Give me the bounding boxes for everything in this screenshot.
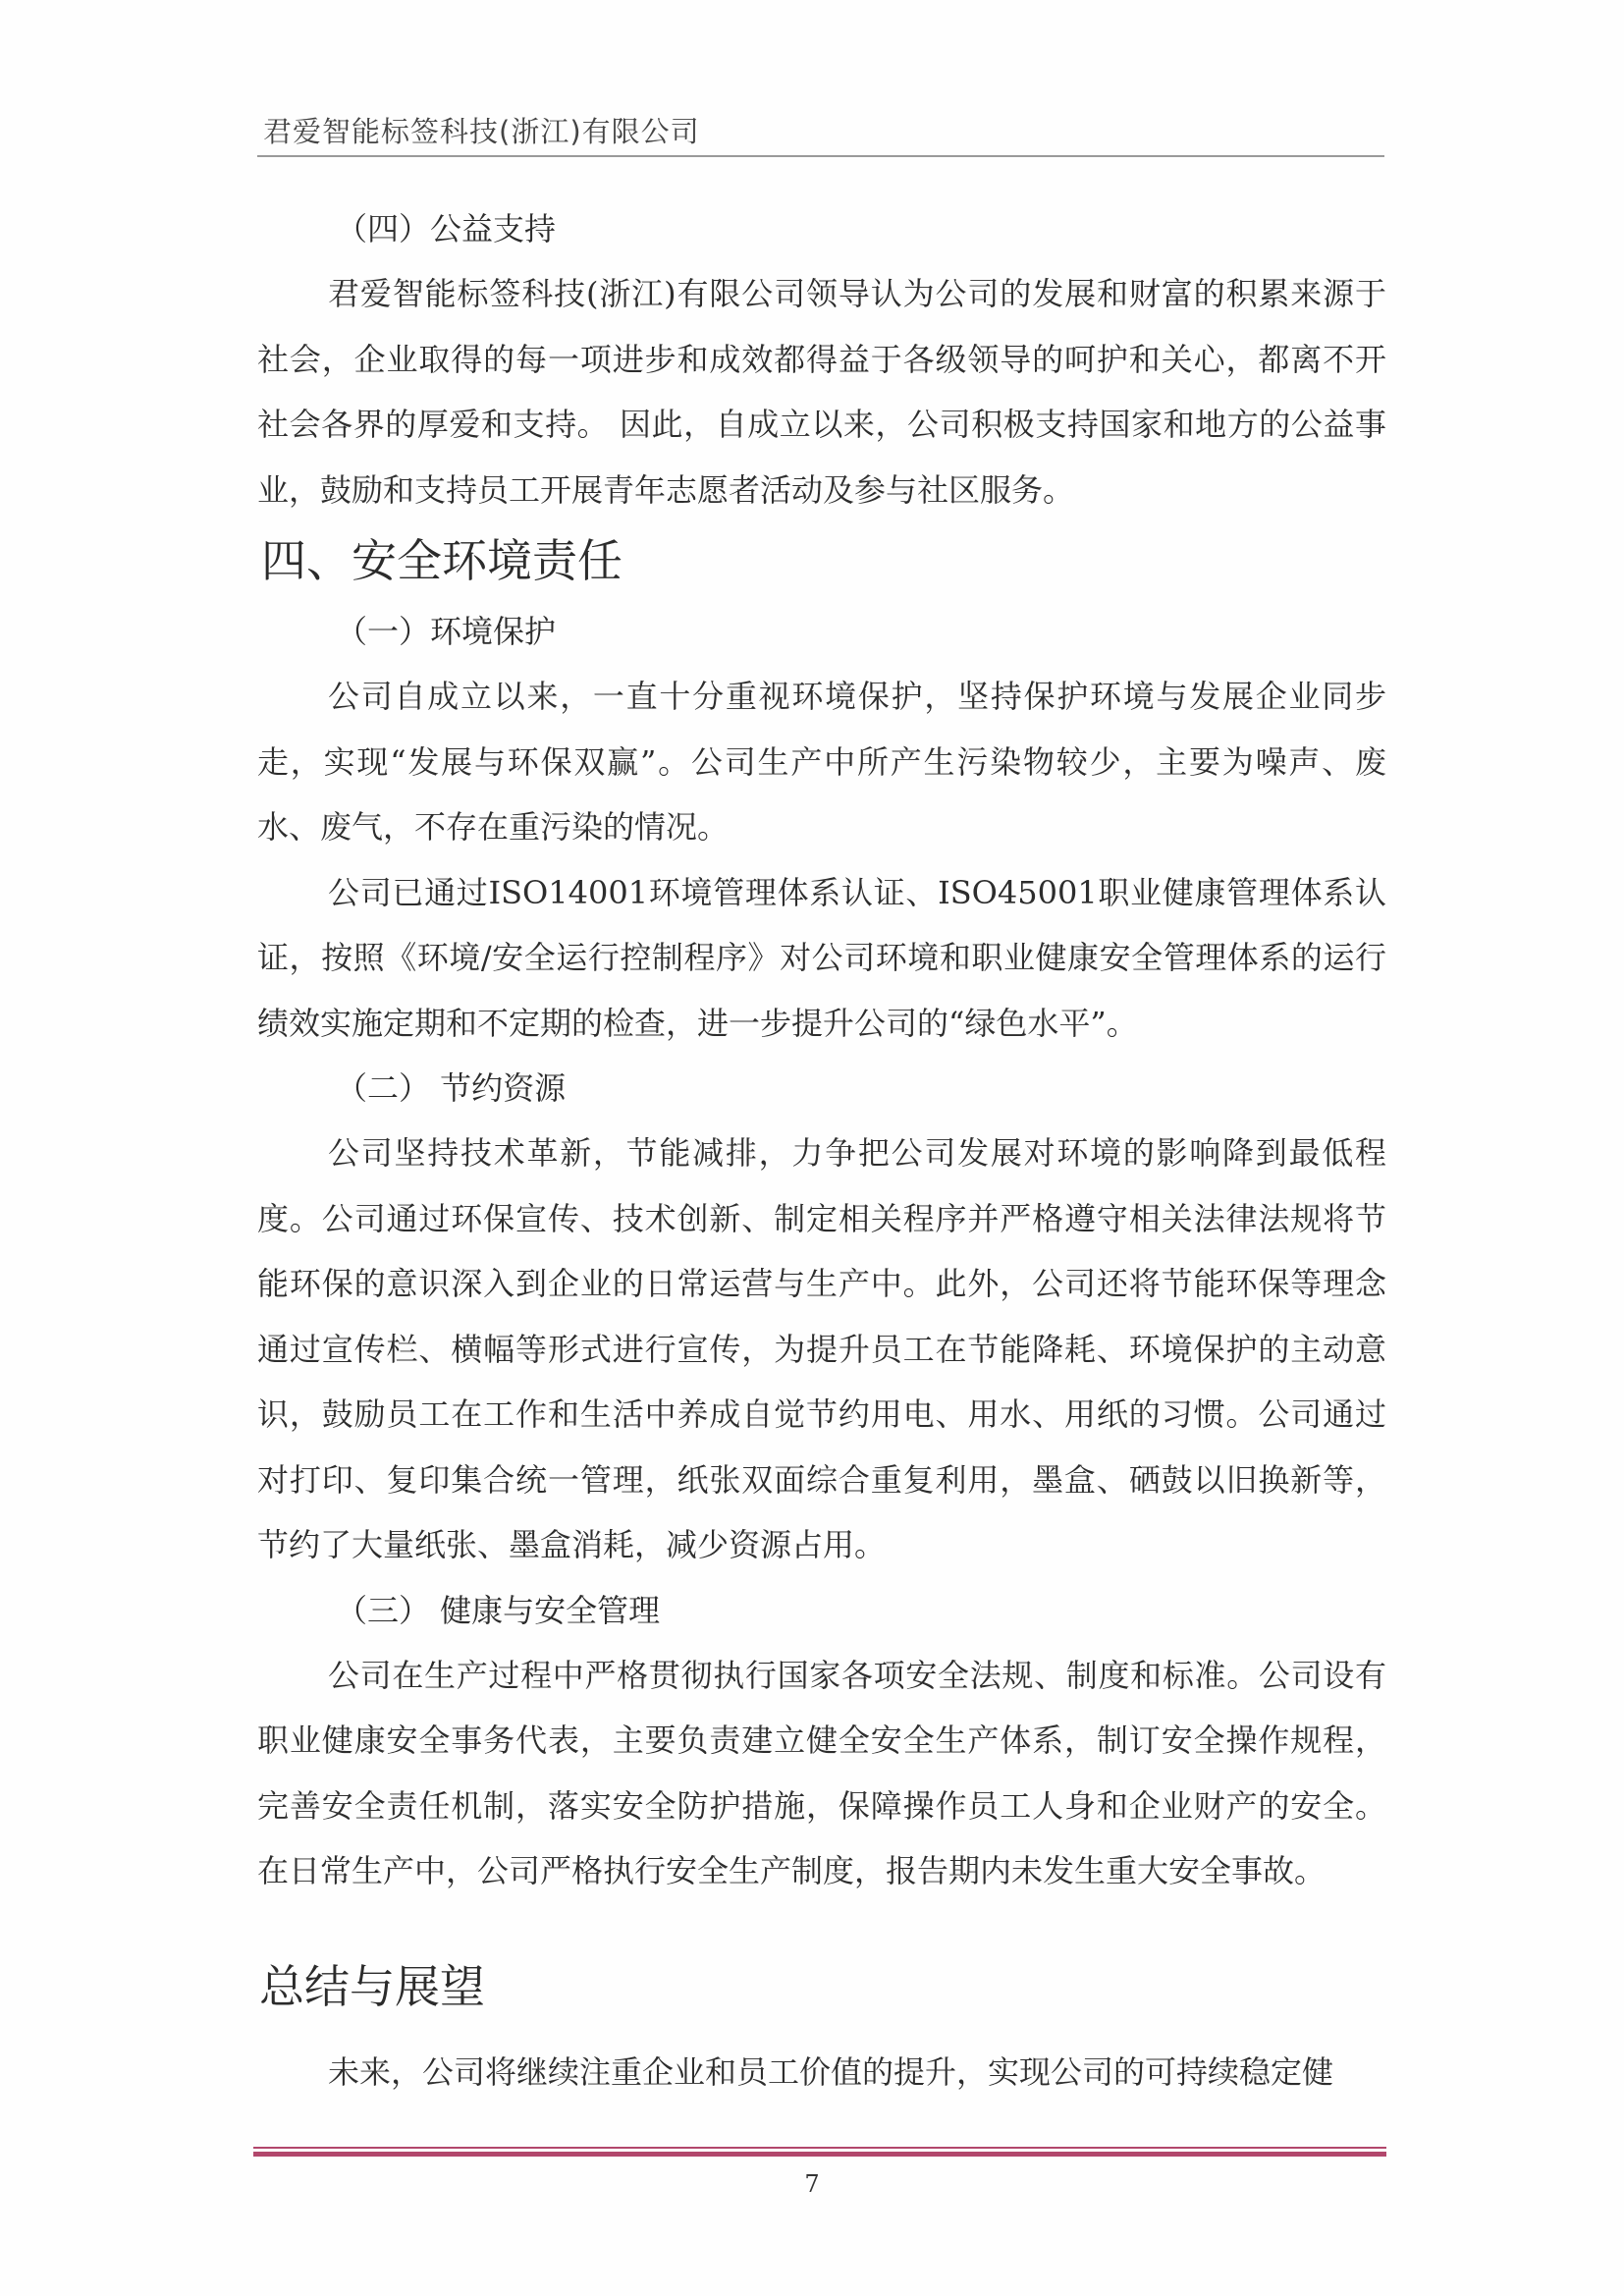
- page-content: [257, 196, 1386, 2105]
- footer-divider: [253, 2147, 1386, 2157]
- paragraph-environment-2: 公司已通过ISO14001环境管理体系认证、ISO45001职业健康管理体系认证，按照《环境/安全运行控制程序》对公司环境和职业健康安全管理体系的运行绩效实施定期和不定期的检查，进一步提升公司的“绿色水平”。: [257, 873, 1386, 1042]
- subsection-heading-resources: （二） 节约资源: [336, 1069, 567, 1107]
- page-number: 7: [804, 2170, 820, 2198]
- subsection-heading-environment: （一）环境保护: [336, 613, 557, 650]
- header-divider: [257, 155, 1384, 157]
- paragraph-environment-1: 公司自成立以来，一直十分重视环境保护，坚持保护环境与发展企业同步走，实现“发展与环保双赢”。公司生产中所产生污染物较少，主要为噪声、废水、废气，不存在重污染的情况。: [257, 678, 1386, 846]
- footer-divider-thick-line: [253, 2152, 1386, 2157]
- paragraph-safety: 公司在生产过程中严格贯彻执行国家各项安全法规、制度和标准。公司设有职业健康安全事务代表，主要负责建立健全安全生产体系，制订安全操作规程，完善安全责任机制，落实安全防护措施，保障操作员工人身和企业财产的安全。在日常生产中，公司严格执行安全生产制度，报告期内未发生重大安全事故。: [257, 1656, 1386, 1889]
- section-heading-summary: 总结与展望: [259, 1959, 485, 2013]
- subsection-heading-public-welfare: （四）公益支持: [336, 210, 557, 247]
- paragraph-public-welfare: 君爱智能标签科技(浙江)有限公司领导认为公司的发展和财富的积累来源于社会，企业取得的每一项进步和成效都得益于各级领导的呵护和关心，都离不开社会各界的厚爱和支持。 因此，自成立以来，公司积极支持国家和地方的公益事业，鼓励和支持员工开展青年志愿者活动及参与社区服务。: [257, 275, 1386, 509]
- page-header-company: 君爱智能标签科技(浙江)有限公司: [263, 115, 700, 148]
- paragraph-summary: 未来，公司将继续注重企业和员工价值的提升，实现公司的可持续稳定健: [328, 2052, 1334, 2091]
- subsection-heading-safety: （三） 健康与安全管理: [336, 1591, 661, 1629]
- section-heading-safety-environment: 四、安全环境责任: [261, 534, 623, 587]
- paragraph-resources: 公司坚持技术革新，节能减排，力争把公司发展对环境的影响降到最低程度。公司通过环保宣传、技术创新、制定相关程序并严格遵守相关法律法规将节能环保的意识深入到企业的日常运营与生产中。此外，公司还将节能环保等理念通过宣传栏、横幅等形式进行宣传，为提升员工在节能降耗、环境保护的主动意识，鼓励员工在工作和生活中养成自觉节约用电、用水、用纸的习惯。公司通过对打印、复印集合统一管理，纸张双面综合重复利用，墨盒、硒鼓以旧换新等，节约了大量纸张、墨盒消耗，减少资源占用。: [257, 1134, 1386, 1563]
- footer-divider-thin-line: [253, 2147, 1386, 2149]
